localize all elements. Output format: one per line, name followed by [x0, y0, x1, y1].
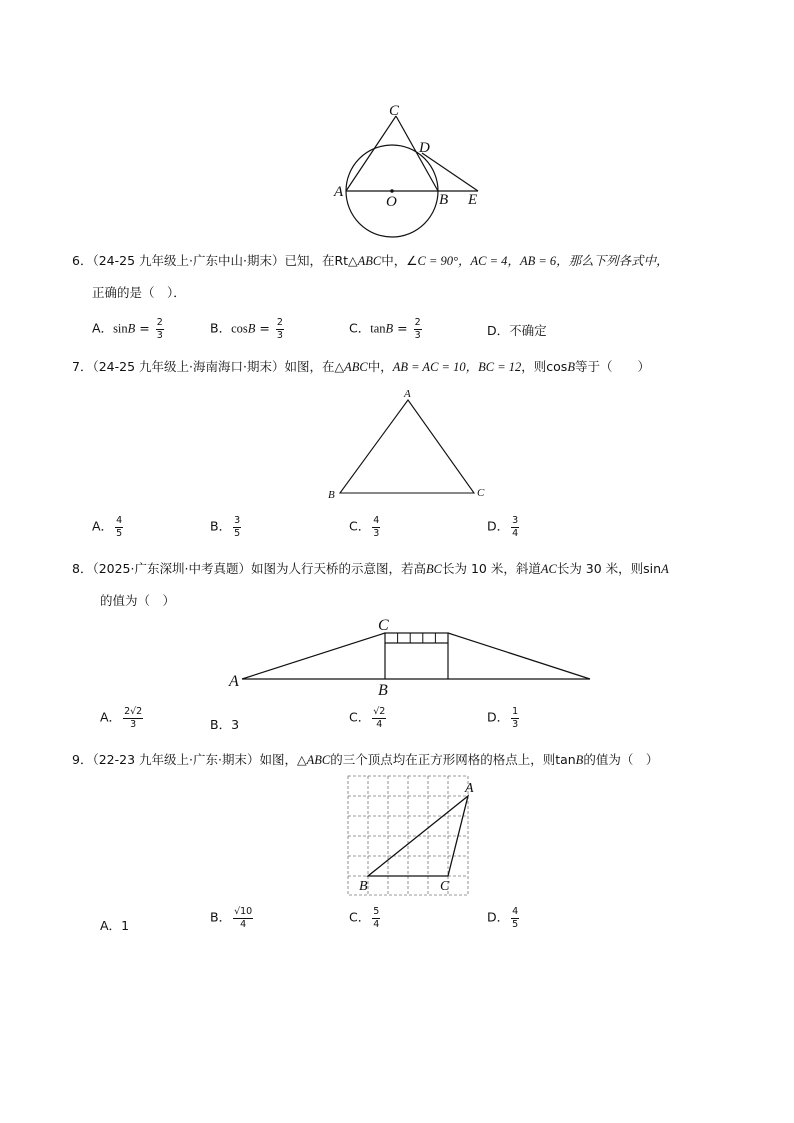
- q7-option-b[interactable]: B． $\frac{3}{5}$: [210, 515, 241, 539]
- segment-cb: [396, 116, 438, 191]
- question-8-line2: 的值为（ ）: [100, 593, 176, 608]
- fraction: $\frac{2}{3}$: [276, 317, 283, 341]
- question-number: 7．: [72, 359, 93, 374]
- label-b: B: [328, 489, 335, 501]
- slope-right: [448, 633, 590, 679]
- segment-de: [422, 153, 478, 191]
- q6-option-a[interactable]: A．sinB = $\frac{2}{3}$: [92, 317, 163, 341]
- q8-option-a[interactable]: A． $\frac{2√2}{3}$: [100, 706, 143, 730]
- label-d: D: [419, 140, 430, 156]
- question-source: （2025·广东深圳·中考真题）: [92, 561, 251, 576]
- segment-ac: [346, 116, 396, 191]
- label-c: C: [378, 617, 389, 634]
- fraction: $\frac{√2}{4}$: [373, 706, 386, 730]
- q9-option-b[interactable]: B． $\frac{√10}{4}$: [210, 906, 253, 930]
- label-a: A: [465, 781, 474, 796]
- fraction: $\frac{2√2}{3}$: [124, 706, 143, 730]
- q6-option-c[interactable]: C．tanB = $\frac{2}{3}$: [349, 317, 421, 341]
- q8-option-c[interactable]: C． $\frac{√2}{4}$: [349, 706, 386, 730]
- fraction: $\frac{4}{5}$: [512, 906, 519, 930]
- label-b: B: [378, 682, 388, 699]
- q6-option-d[interactable]: D．不确定: [487, 323, 547, 338]
- circle-figure: [330, 98, 500, 238]
- q7-option-d[interactable]: D． $\frac{3}{4}$: [487, 515, 519, 539]
- label-b: B: [359, 879, 368, 894]
- question-number: 6．: [72, 253, 93, 268]
- question-6-line2: 正确的是（ ）．: [92, 285, 186, 300]
- q9-option-d[interactable]: D． $\frac{4}{5}$: [487, 906, 519, 930]
- fraction: $\frac{4}{3}$: [373, 515, 380, 539]
- fraction: $\frac{3}{5}$: [234, 515, 241, 539]
- question-source: （22-23 九年级上·广东·期末）: [92, 752, 260, 767]
- question-number: 9．: [72, 752, 93, 767]
- fraction: $\frac{5}{4}$: [373, 906, 380, 930]
- label-e: E: [468, 192, 478, 208]
- triangle-figure-q7: [322, 384, 492, 504]
- label-b: B: [439, 192, 449, 208]
- fraction: $\frac{2}{3}$: [156, 317, 163, 341]
- label-a: A: [404, 388, 411, 400]
- center-point: [390, 189, 394, 193]
- q7-option-a[interactable]: A． $\frac{4}{5}$: [92, 515, 123, 539]
- fraction: $\frac{√10}{4}$: [234, 906, 253, 930]
- question-source: （24-25 九年级上·海南海口·期末）: [92, 359, 285, 374]
- fraction: $\frac{1}{3}$: [512, 706, 519, 730]
- question-source: （24-25 九年级上·广东中山·期末）: [92, 253, 285, 268]
- fraction: $\frac{3}{4}$: [512, 515, 519, 539]
- label-c: C: [477, 487, 485, 499]
- q9-option-c[interactable]: C． $\frac{5}{4}$: [349, 906, 380, 930]
- question-8: 8．（2025·广东深圳·中考真题）如图为人行天桥的示意图，若高BC长为 10 米，斜道AC长为 30 米，则sinA: [72, 561, 669, 576]
- square-grid: [348, 776, 468, 895]
- q9-option-a[interactable]: A．1: [100, 918, 130, 933]
- label-o: O: [386, 194, 397, 210]
- q8-option-b[interactable]: B．3: [210, 717, 240, 732]
- bridge-figure-q8: [228, 614, 598, 698]
- label-c: C: [389, 103, 400, 119]
- question-6: 6．（24-25 九年级上·广东中山·期末）已知，在Rt△ABC中，∠C = 90°，AC = 4，AB = 6，那么下列各式中，: [72, 253, 669, 268]
- bridge-deck: [385, 633, 448, 643]
- grid-figure-q9: [340, 770, 480, 900]
- question-7: 7．（24-25 九年级上·海南海口·期末）如图，在△ABC中，AB = AC = 10，BC = 12，则cosB等于（ ）: [72, 359, 650, 374]
- q6-option-b[interactable]: B．cosB = $\frac{2}{3}$: [210, 317, 283, 341]
- q8-option-d[interactable]: D． $\frac{1}{3}$: [487, 706, 519, 730]
- triangle-abc: [340, 400, 474, 493]
- label-a: A: [229, 673, 239, 690]
- label-a: A: [334, 184, 344, 200]
- q7-option-c[interactable]: C． $\frac{4}{3}$: [349, 515, 380, 539]
- label-c: C: [440, 879, 450, 894]
- question-9: 9．（22-23 九年级上·广东·期末）如图，△ABC的三个顶点均在正方形网格的格点上，则tanB的值为（ ）: [72, 752, 659, 767]
- fraction: $\frac{4}{5}$: [116, 515, 123, 539]
- fraction: $\frac{2}{3}$: [414, 317, 421, 341]
- slope-ac: [242, 633, 385, 679]
- question-number: 8．: [72, 561, 93, 576]
